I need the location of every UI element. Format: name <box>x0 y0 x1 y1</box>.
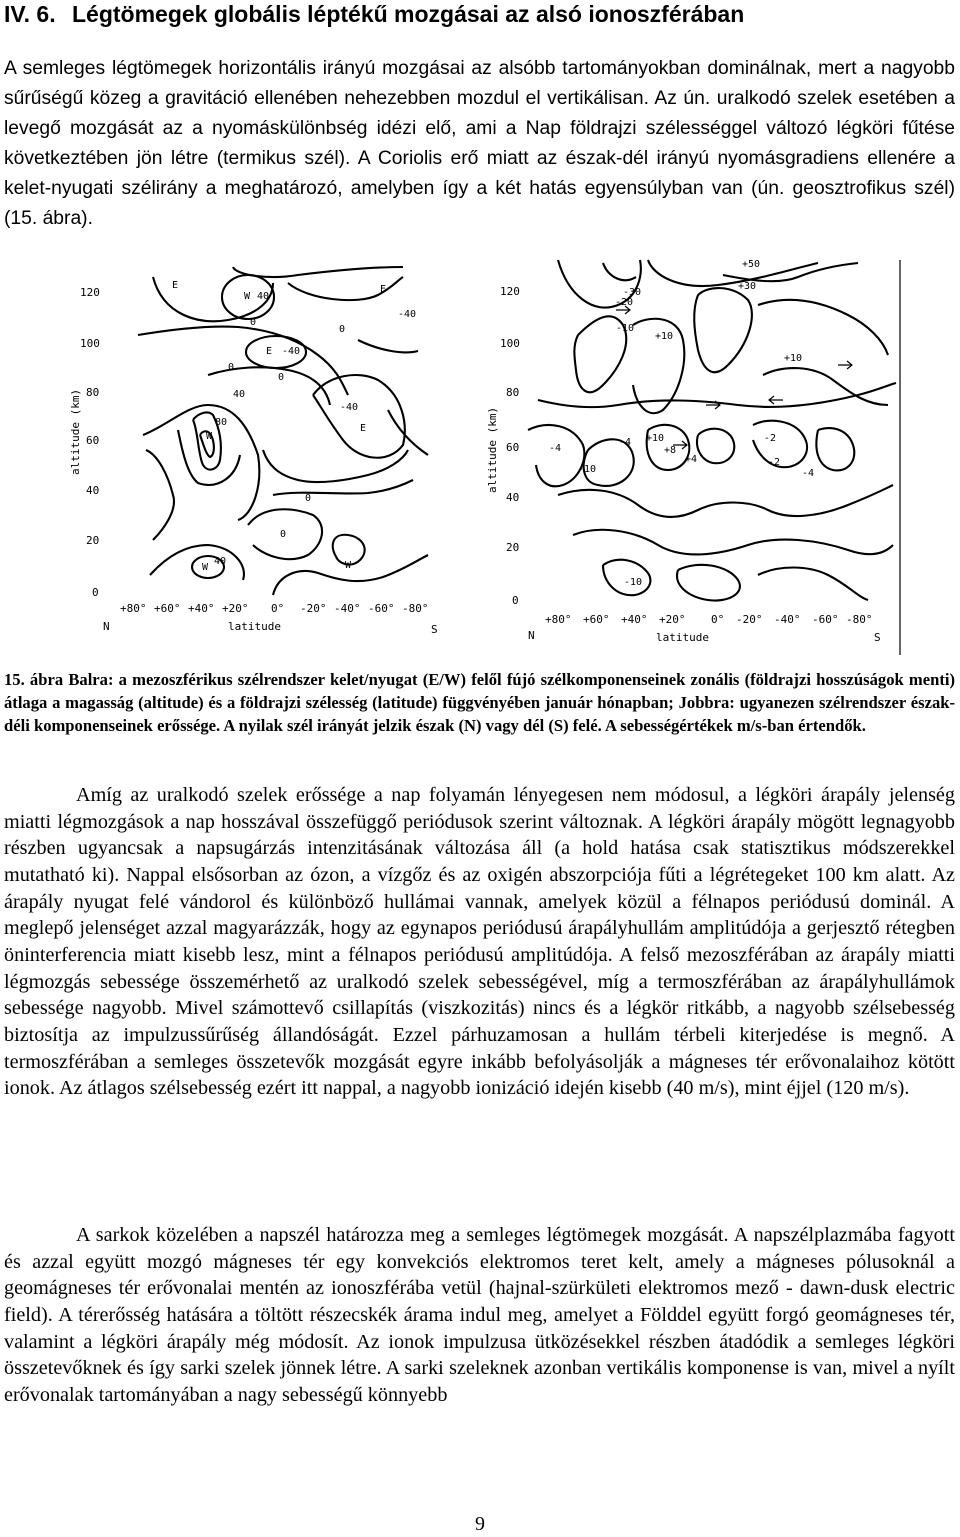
left-contour-label: 0 <box>278 372 285 383</box>
right-contour-label: -2 <box>768 457 781 468</box>
left-xlabel: latitude <box>228 620 281 633</box>
right-xtick-p60: +60° <box>583 613 610 626</box>
left-contour-label: -40 <box>340 402 359 413</box>
figure-caption <box>4 668 955 737</box>
left-contour-label: -40 <box>398 309 417 320</box>
left-xtick-m80: -80° <box>402 602 429 615</box>
right-xtick-m60: -60° <box>812 613 839 626</box>
left-ytick-40: 40 <box>86 484 100 497</box>
caption-label: 15. ábra <box>4 670 64 689</box>
left-contour-label: 0 <box>305 493 312 504</box>
left-contour-label: 40 <box>214 556 227 567</box>
left-contour-label: 0 <box>250 317 257 328</box>
page-number: 9 <box>475 1513 485 1535</box>
right-contour-label: -10 <box>624 577 643 588</box>
right-ytick-40: 40 <box>506 491 520 504</box>
figure-15 <box>58 255 958 660</box>
right-xtick-m40: -40° <box>774 613 801 626</box>
left-xtick-p40: +40° <box>188 602 215 615</box>
left-contour-label: W <box>244 291 251 302</box>
section-number: IV. 6. <box>4 1 56 27</box>
left-south-label: S <box>431 623 438 636</box>
left-xtick-p20: +20° <box>222 602 249 615</box>
left-ytick-120: 120 <box>80 286 100 299</box>
right-contour-label: -10 <box>616 323 635 334</box>
left-ytick-0: 0 <box>92 586 99 599</box>
right-xtick-0: 0° <box>711 613 725 626</box>
right-xtick-p20: +20° <box>659 613 686 626</box>
left-contour-label: W <box>206 431 213 442</box>
right-contour-label: +50 <box>742 259 761 270</box>
left-contour-label: W <box>202 562 209 573</box>
left-contour-label: W <box>345 560 352 571</box>
right-xtick-p40: +40° <box>621 613 648 626</box>
left-contour-label: 80 <box>215 417 228 428</box>
right-contour-label: +10 <box>655 331 674 342</box>
intro-paragraph: A semleges légtömegek horizontális irányú mozgásai az alsóbb tartományokban dominálnak, mert a nagyobb sűrűségű közeg a gravitáció ellenében nehezebben mozdul el vertikálisan. Az ún. uralkodó szelek esetében a levegő mozgását az a nyomáskülönbség idézi elő, ami a Nap földrajzi szélességgel változó légköri fűtése következtében jön létre (termikus szél). A Coriolis erő miatt az észak-dél irányú nyomásgradiens ellenére a kelet-nyugati szélirány a meghatározó, amelyben így a két hatás egyensúlyban van (ún. geosztrofikus szél) (15. ábra). <box>4 58 955 229</box>
left-contour-label: 0 <box>339 324 346 335</box>
right-contour-label: -4 <box>802 468 815 479</box>
left-xtick-0: 0° <box>271 602 285 615</box>
left-xtick-m40: -40° <box>334 602 361 615</box>
right-contour-label: -20 <box>615 297 634 308</box>
right-contour-label: +8 <box>664 445 677 456</box>
right-contour-label: -2 <box>764 433 777 444</box>
left-ytick-20: 20 <box>86 534 100 547</box>
body-paragraph-3: A sarkok közelében a napszél határozza meg a semleges légtömegek mozgását. A napszélplazmába fagyott és azzal együtt mozgó mágneses tér egy konvekciós elektromos teret kelt, amely a mágneses pólusoknál a geomágneses tér erővonalai mentén az ionoszférába vetül (hajnal-szürkületi elektromos mező - dawn-dusk electric field). A térerősség hatására a töltött részecskék árama indul meg, amelyet a Földdel együtt forgó geomágneses tér, valamint a légköri árapály még módosít. Az ionok impulzusa ütközésekkel részben átadódik a semleges légköri összetevőknek és így sarki szelek jönnek létre. A sarki szeleknek azonban vertikális komponense is van, mivel a nyílt erővonalak tartományában a nagy sebességű könnyebb <box>4 1224 955 1406</box>
left-ylabel: altitude (km) <box>69 388 82 475</box>
left-north-label: N <box>103 620 110 633</box>
right-contour-label: +10 <box>646 433 665 444</box>
right-ytick-120: 120 <box>500 285 520 298</box>
left-contour-label: 0 <box>280 529 287 540</box>
right-xtick-m20: -20° <box>736 613 763 626</box>
right-ytick-0: 0 <box>512 594 519 607</box>
right-xtick-m80: -80° <box>846 613 873 626</box>
right-contour-label: -10 <box>578 464 597 475</box>
left-ytick-80: 80 <box>86 386 100 399</box>
right-panel <box>486 259 900 655</box>
section-heading <box>4 0 954 28</box>
left-contour-label: E <box>360 423 367 434</box>
left-xtick-p80: +80° <box>120 602 147 615</box>
left-contour-label: 40 <box>257 291 270 302</box>
right-contour-label: +30 <box>738 281 757 292</box>
right-ytick-60: 60 <box>506 441 520 454</box>
left-contour-label: E <box>266 346 273 357</box>
section-title: Légtömegek globális léptékű mozgásai az alsó ionoszférában <box>71 1 745 27</box>
right-south-label: S <box>874 631 881 644</box>
caption-text: Balra: a mezoszférikus szélrendszer kelet/nyugat (E/W) felől fújó szélkomponenseinek zonális (földrajzi hosszúságok menti) átlaga a magasság (altitude) és a földrajzi szélesség (latitude) függvényében január hónapban; Jobbra: ugyanezen szélrendszer észak-déli komponenseinek erőssége. A nyilak szél irányát jelzik észak (N) vagy dél (S) felé. A sebességértékek m/s-ban értendők. <box>4 670 956 736</box>
right-ytick-80: 80 <box>506 386 520 399</box>
right-contour-label: -4 <box>549 443 562 454</box>
left-contour-label: -40 <box>282 346 301 357</box>
left-contour-label: 40 <box>233 389 246 400</box>
left-xtick-p60: +60° <box>154 602 181 615</box>
right-contour-label: -4 <box>619 437 632 448</box>
left-contour-label: E <box>380 284 387 295</box>
right-contour-label: -30 <box>623 287 642 298</box>
right-north-label: N <box>528 629 535 642</box>
right-ylabel: altitude (km) <box>486 406 499 493</box>
body-paragraph-2: Amíg az uralkodó szelek erőssége a nap folyamán lényegesen nem módosul, a légköri árapály jelenség miatti légmozgások a nap hosszával összefüggő periódusok szerint változnak. A légköri árapály mögött legnagyobb részben ugyancsak a napsugárzás intenzitásának változása áll (a hold hatása csak statisztikus módszerekkel mutatható ki). Nappal elsősorban az ózon, a vízgőz és az oxigén abszorpciója fűti a légrétegeket 100 km alatt. Az árapály nyugat felé vándorol és különböző hullámai vannak, amelyek közül a félnapos periódusú dominál. A meglepő jelenséget azzal magyarázzák, hogy az egynapos periódusú árapályhullám amplitúdója a gerjesztő rétegben öninterferencia miatt kisebb lesz, mint a félnapos periódusú amplitúdója. A felső mezoszférában az árapály miatti légmozgás sebessége összemérhető az uralkodó szelek sebességével, míg a termoszférában az árapályhullámok sebessége nagyobb. Mivel számottevő csillapítás (viszkozitás) nincs és a légkör ritkább, a nagyobb szélsebesség biztosítja az impulzussűrűség állandóságát. Ezzel párhuzamosan a hullám térbeli kiterjedése is megnő. A termoszférában a semleges összetevők mozgását egyre inkább befolyásolják a mágneses tér erővonalaihoz kötött ionok. Az átlagos szélsebesség ezért itt nappal, a nagyobb ionizáció idején kisebb (40 m/s), mint éjjel (120 m/s). <box>4 784 955 1100</box>
left-contour-label: E <box>172 280 179 291</box>
left-panel <box>69 267 438 636</box>
right-contour-label: +4 <box>685 454 698 465</box>
left-ytick-60: 60 <box>86 434 100 447</box>
right-xtick-p80: +80° <box>545 613 572 626</box>
right-xlabel: latitude <box>656 631 709 644</box>
left-xtick-m60: -60° <box>368 602 395 615</box>
left-xtick-m20: -20° <box>300 602 327 615</box>
left-contour-label: 0 <box>228 362 235 373</box>
right-contour-label: +10 <box>784 353 803 364</box>
right-ytick-20: 20 <box>506 541 520 554</box>
right-ytick-100: 100 <box>500 337 520 350</box>
left-ytick-100: 100 <box>80 337 100 350</box>
